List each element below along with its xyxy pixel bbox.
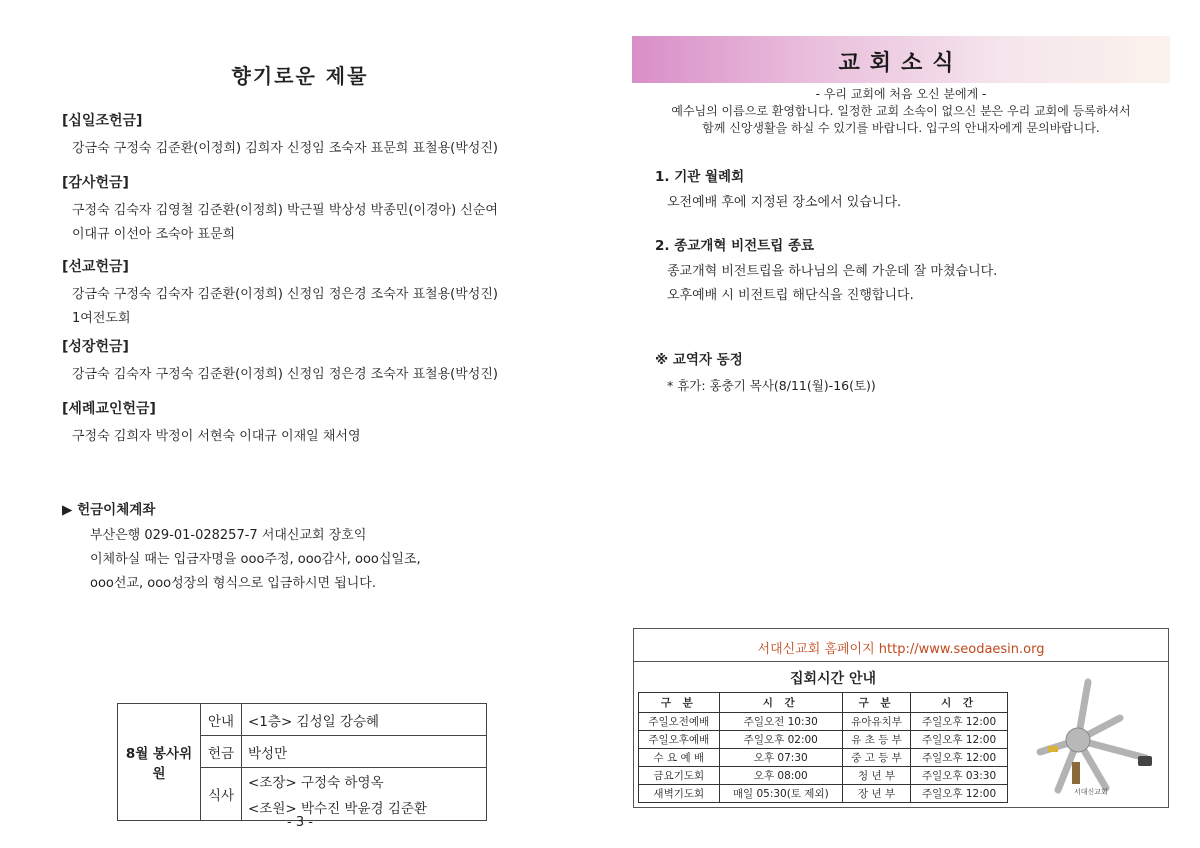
page-number: - 3 - (287, 815, 313, 830)
church-location-map (1028, 670, 1163, 803)
section-heading: [선교헌금] (62, 259, 129, 275)
role-meal-members: <조원> 박수진 박윤경 김준환 (242, 794, 487, 821)
schedule-header: 시 간 (719, 693, 842, 713)
role-offering-names: 박성만 (242, 736, 487, 768)
news-banner-title: 교회소식 (838, 51, 964, 76)
section-names (62, 283, 562, 331)
role-guide: 안내 (201, 704, 242, 736)
section-names (62, 199, 562, 247)
offering-section-growth (62, 336, 562, 387)
schedule-cell: 유아유치부 (842, 713, 910, 731)
car-icon (1138, 756, 1152, 766)
account-line: 이체하실 때는 입금자명을 ooo주정, ooo감사, ooo십일조, (90, 552, 421, 567)
offering-section-tithe (62, 110, 562, 161)
role-offering: 헌금 (201, 736, 242, 768)
offering-section-baptized (62, 398, 562, 449)
names-line: 강금숙 김숙자 구정숙 김준환(이정희) 신정임 정은경 조숙자 표철용(박성진) (72, 367, 498, 382)
section-heading: [세례교인헌금] (62, 401, 156, 417)
schedule-cell: 새벽기도회 (639, 785, 720, 803)
schedule-cell: 주일오전예배 (639, 713, 720, 731)
news-line: 오후예배 시 비전트립 해단식을 진행합니다. (667, 288, 914, 303)
section-heading: [성장헌금] (62, 339, 129, 355)
news-line: 종교개혁 비전트립을 하나님의 은혜 가운데 잘 마쳤습니다. (667, 264, 998, 279)
schedule-cell: 수 요 예 배 (639, 749, 720, 767)
schedule-cell: 유 초 등 부 (842, 731, 910, 749)
info-divider (633, 661, 1169, 662)
offering-section-mission (62, 256, 562, 331)
schedule-cell: 주일오후예배 (639, 731, 720, 749)
committee-label: 8월 봉사위원 (118, 704, 201, 821)
names-line: 1여전도회 (72, 311, 131, 326)
account-line: 부산은행 029-01-028257-7 서대신교회 장호익 (90, 528, 367, 543)
section-names (62, 137, 562, 161)
schedule-cell: 주일오후 12:00 (911, 785, 1008, 803)
schedule-cell: 오후 08:00 (719, 767, 842, 785)
offering-section-thanks (62, 172, 562, 247)
schedule-cell: 중 고 등 부 (842, 749, 910, 767)
account-heading: ▶ 헌금이체계좌 (62, 502, 156, 518)
schedule-cell: 주일오후 03:30 (911, 767, 1008, 785)
schedule-cell: 오후 07:30 (719, 749, 842, 767)
schedule-cell: 매일 05:30(토 제외) (719, 785, 842, 803)
schedule-cell: 주일오후 12:00 (911, 731, 1008, 749)
names-line: 강금숙 구정숙 김숙자 김준환(이정희) 신정임 정은경 조숙자 표철용(박성진) (72, 287, 498, 302)
table-row (639, 749, 1008, 767)
schedule-cell: 주일오후 02:00 (719, 731, 842, 749)
news-heading: ※ 교역자 동정 (655, 352, 743, 368)
names-line: 구정숙 김숙자 김영철 김준환(이정희) 박근필 박상성 박종민(이경아) 신순여 (72, 203, 498, 218)
news-heading: 1. 기관 월례회 (655, 169, 745, 185)
landmark-marker-icon (1048, 746, 1058, 752)
schedule-header: 구 분 (842, 693, 910, 713)
news-line: 오전예배 후에 지정된 장소에서 있습니다. (667, 195, 902, 210)
schedule-cell: 금요기도회 (639, 767, 720, 785)
news-item-monthly-meeting (655, 165, 1155, 215)
news-line: * 휴가: 홍충기 목사(8/11(월)-16(토)) (667, 378, 876, 393)
news-item-vision-trip (655, 234, 1155, 308)
rotary-circle-icon (1066, 728, 1090, 752)
section-heading: [십일조헌금] (62, 113, 143, 129)
section-heading: [감사헌금] (62, 175, 129, 191)
welcome-line: - 우리 교회에 처음 오신 분에게 - (815, 87, 987, 101)
map-church-label: 서대신교회 (1074, 788, 1108, 796)
servers-table (117, 703, 487, 821)
news-heading: 2. 종교개혁 비전트립 종료 (655, 238, 815, 254)
names-line: 강금숙 구정숙 김준환(이정희) 김희자 신정임 조숙자 표문희 표철용(박성진) (72, 141, 498, 156)
names-line: 구정숙 김희자 박정이 서현숙 이대규 이재일 채서영 (72, 429, 361, 444)
schedule-title: 집회시간 안내 (789, 671, 877, 687)
welcome-message (632, 86, 1170, 137)
church-building-icon (1072, 762, 1080, 784)
schedule-cell: 주일오전 10:30 (719, 713, 842, 731)
role-meal-leaders: <조장> 구정숙 하영옥 (242, 768, 487, 795)
schedule-cell: 청 년 부 (842, 767, 910, 785)
welcome-line: 함께 신앙생활을 하실 수 있기를 바랍니다. 입구의 안내자에게 문의바랍니다. (702, 121, 1100, 135)
schedule-cell: 주일오후 12:00 (911, 713, 1008, 731)
section-names (62, 363, 562, 387)
role-meal: 식사 (201, 768, 242, 821)
homepage-link[interactable]: 서대신교회 홈페이지 http://www.seodaesin.org (757, 642, 1045, 657)
schedule-table (638, 692, 1008, 803)
table-row (639, 767, 1008, 785)
schedule-header: 시 간 (911, 693, 1008, 713)
table-row (639, 713, 1008, 731)
schedule-header: 구 분 (639, 693, 720, 713)
role-guide-names: <1층> 김성일 강승혜 (242, 704, 487, 736)
welcome-line: 예수님의 이름으로 환영합니다. 일정한 교회 소속이 없으신 분은 우리 교회에 등록하셔서 (671, 104, 1131, 118)
table-row (639, 785, 1008, 803)
offering-title: 향기로운 제물 (231, 64, 369, 88)
account-line: ooo선교, ooo성장의 형식으로 입금하시면 됩니다. (90, 576, 377, 591)
names-line: 이대규 이선아 조숙아 표문희 (72, 227, 236, 242)
news-item-pastor-news (655, 348, 1155, 398)
schedule-cell: 주일오후 12:00 (911, 749, 1008, 767)
section-names (62, 425, 562, 449)
schedule-cell: 장 년 부 (842, 785, 910, 803)
bank-account-info (62, 498, 542, 596)
table-row (639, 731, 1008, 749)
